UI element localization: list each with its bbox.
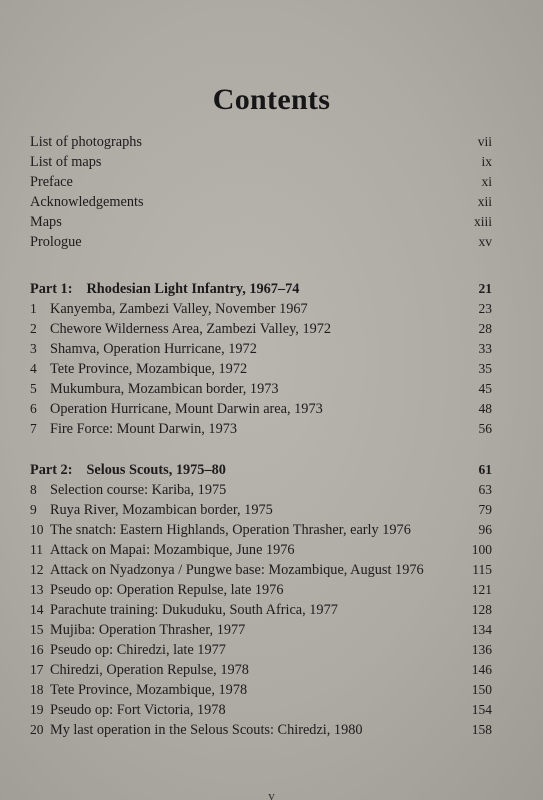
chapter-label-wrap bbox=[30, 480, 226, 500]
chapter-page: 56 bbox=[478, 421, 492, 436]
chapter-page: 115 bbox=[472, 562, 492, 577]
chapter-entry bbox=[30, 700, 492, 720]
chapter-label-wrap bbox=[30, 500, 273, 520]
toc-entry bbox=[30, 132, 492, 152]
chapter-title: Shamva, Operation Hurricane, 1972 bbox=[50, 341, 257, 357]
chapter-title: Pseudo op: Fort Victoria, 1978 bbox=[50, 702, 226, 718]
chapter-entry bbox=[30, 339, 492, 359]
chapter-number: 4 bbox=[30, 361, 37, 376]
part-page: 21 bbox=[478, 281, 492, 296]
chapter-number: 2 bbox=[30, 321, 37, 336]
chapter-number: 3 bbox=[30, 341, 37, 356]
chapter-page: 28 bbox=[478, 321, 492, 336]
chapter-label-wrap bbox=[30, 359, 247, 379]
chapter-entry bbox=[30, 419, 492, 439]
part-heading bbox=[30, 460, 492, 480]
chapter-number: 18 bbox=[30, 682, 44, 697]
chapter-number: 6 bbox=[30, 401, 37, 416]
entry-page: xiii bbox=[473, 214, 492, 229]
chapter-number: 15 bbox=[30, 622, 44, 637]
chapter-title: Chiredzi, Operation Repulse, 1978 bbox=[50, 662, 249, 678]
chapter-page: 100 bbox=[471, 542, 492, 557]
chapter-entry bbox=[30, 660, 492, 680]
page-title: Contents bbox=[212, 83, 331, 116]
chapter-page: 121 bbox=[471, 582, 492, 597]
chapter-title: Mukumbura, Mozambican border, 1973 bbox=[50, 381, 279, 397]
toc-entry bbox=[30, 172, 492, 192]
chapter-title: My last operation in the Selous Scouts: Chiredzi, 1980 bbox=[50, 722, 363, 738]
chapter-entry bbox=[30, 640, 492, 660]
chapter-title: Fire Force: Mount Darwin, 1973 bbox=[50, 421, 238, 437]
chapter-page: 134 bbox=[471, 622, 492, 637]
part-title: Rhodesian Light Infantry, 1967–74 bbox=[86, 281, 300, 297]
toc-entry bbox=[30, 192, 492, 212]
chapter-title: Tete Province, Mozambique, 1972 bbox=[50, 361, 248, 377]
part-number: Part 2: bbox=[30, 462, 73, 478]
chapter-title: Kanyemba, Zambezi Valley, November 1967 bbox=[50, 301, 308, 317]
chapter-title: Attack on Nyadzonya / Pungwe base: Mozambique, August 1976 bbox=[50, 562, 424, 578]
part1-chapter-list bbox=[30, 299, 492, 439]
chapter-number: 9 bbox=[30, 502, 37, 517]
chapter-label-wrap bbox=[30, 319, 331, 339]
chapter-title: Attack on Mapai: Mozambique, June 1976 bbox=[50, 542, 295, 558]
entry-page: vii bbox=[477, 134, 492, 149]
entry-label: Prologue bbox=[30, 234, 82, 250]
chapter-page: 79 bbox=[478, 502, 492, 517]
chapter-page: 63 bbox=[478, 482, 492, 497]
chapter-title: Chewore Wilderness Area, Zambezi Valley, 1972 bbox=[50, 321, 332, 337]
entry-page: xii bbox=[477, 194, 492, 209]
chapter-entry bbox=[30, 359, 492, 379]
chapter-label-wrap bbox=[30, 700, 226, 720]
toc-entry bbox=[30, 152, 492, 172]
chapter-page: 158 bbox=[471, 722, 492, 737]
table-of-contents bbox=[30, 132, 492, 740]
chapter-page: 35 bbox=[478, 361, 492, 376]
chapter-entry bbox=[30, 399, 492, 419]
chapter-entry bbox=[30, 600, 492, 620]
chapter-number: 20 bbox=[30, 722, 44, 737]
chapter-entry bbox=[30, 720, 492, 740]
chapter-label-wrap bbox=[30, 419, 237, 439]
chapter-number: 8 bbox=[30, 482, 37, 497]
chapter-page: 150 bbox=[471, 682, 492, 697]
toc-entry bbox=[30, 212, 492, 232]
chapter-title: Mujiba: Operation Thrasher, 1977 bbox=[50, 622, 246, 638]
chapter-page: 136 bbox=[471, 642, 492, 657]
chapter-number: 16 bbox=[30, 642, 44, 657]
chapter-label-wrap bbox=[30, 660, 249, 680]
chapter-entry bbox=[30, 560, 492, 580]
entry-page: xi bbox=[481, 174, 492, 189]
entry-label: List of photographs bbox=[30, 134, 142, 150]
part2-chapter-list bbox=[30, 480, 492, 740]
entry-page: xv bbox=[478, 234, 492, 249]
chapter-label-wrap bbox=[30, 540, 295, 560]
chapter-number: 13 bbox=[30, 582, 44, 597]
chapter-entry bbox=[30, 680, 492, 700]
chapter-page: 45 bbox=[478, 381, 492, 396]
chapter-label-wrap bbox=[30, 720, 363, 740]
chapter-entry bbox=[30, 580, 492, 600]
chapter-page: 128 bbox=[471, 602, 492, 617]
entry-label: List of maps bbox=[30, 154, 102, 170]
chapter-page: 48 bbox=[478, 401, 492, 416]
chapter-number: 5 bbox=[30, 381, 37, 396]
chapter-label-wrap bbox=[30, 580, 283, 600]
chapter-number: 11 bbox=[30, 542, 43, 557]
chapter-title: Selection course: Kariba, 1975 bbox=[50, 482, 227, 498]
chapter-number: 17 bbox=[30, 662, 44, 677]
chapter-entry bbox=[30, 480, 492, 500]
chapter-label-wrap bbox=[30, 680, 247, 700]
chapter-entry bbox=[30, 620, 492, 640]
chapter-label-wrap bbox=[30, 339, 257, 359]
chapter-label-wrap bbox=[30, 640, 226, 660]
chapter-title: The snatch: Eastern Highlands, Operation Thrasher, early 1976 bbox=[50, 522, 411, 538]
chapter-entry bbox=[30, 299, 492, 319]
chapter-label-wrap bbox=[30, 560, 424, 580]
chapter-page: 96 bbox=[478, 522, 492, 537]
chapter-label-wrap bbox=[30, 379, 279, 399]
chapter-number: 1 bbox=[30, 301, 37, 316]
part-heading bbox=[30, 279, 492, 299]
chapter-label-wrap bbox=[30, 620, 245, 640]
chapter-number: 19 bbox=[30, 702, 44, 717]
entry-label: Acknowledgements bbox=[30, 194, 144, 210]
chapter-title: Pseudo op: Chiredzi, late 1977 bbox=[50, 642, 226, 658]
chapter-page: 23 bbox=[478, 301, 492, 316]
chapter-entry bbox=[30, 319, 492, 339]
chapter-label-wrap bbox=[30, 399, 323, 419]
entry-label: Maps bbox=[30, 214, 62, 230]
chapter-entry bbox=[30, 540, 492, 560]
chapter-entry bbox=[30, 500, 492, 520]
chapter-number: 7 bbox=[30, 421, 37, 436]
chapter-page: 146 bbox=[471, 662, 492, 677]
chapter-number: 12 bbox=[30, 562, 44, 577]
chapter-label-wrap bbox=[30, 299, 308, 319]
chapter-page: 154 bbox=[471, 702, 492, 717]
part-page: 61 bbox=[478, 462, 492, 477]
chapter-title: Pseudo op: Operation Repulse, late 1976 bbox=[50, 582, 284, 598]
part-number: Part 1: bbox=[30, 281, 73, 297]
chapter-title: Ruya River, Mozambican border, 1975 bbox=[50, 502, 273, 518]
chapter-number: 10 bbox=[30, 522, 44, 537]
chapter-page: 33 bbox=[478, 341, 492, 356]
entry-label: Preface bbox=[30, 174, 73, 190]
chapter-label-wrap bbox=[30, 600, 338, 620]
chapter-title: Operation Hurricane, Mount Darwin area, 1973 bbox=[50, 401, 323, 417]
front-matter-list bbox=[30, 132, 492, 252]
page-folio: v bbox=[268, 788, 275, 800]
chapter-label-wrap bbox=[30, 520, 411, 540]
chapter-entry bbox=[30, 520, 492, 540]
chapter-number: 14 bbox=[30, 602, 44, 617]
chapter-title: Tete Province, Mozambique, 1978 bbox=[50, 682, 248, 698]
entry-page: ix bbox=[481, 154, 492, 169]
chapter-title: Parachute training: Dukuduku, South Africa, 1977 bbox=[50, 602, 338, 618]
part-title: Selous Scouts, 1975–80 bbox=[86, 462, 226, 478]
toc-entry bbox=[30, 232, 492, 252]
chapter-entry bbox=[30, 379, 492, 399]
